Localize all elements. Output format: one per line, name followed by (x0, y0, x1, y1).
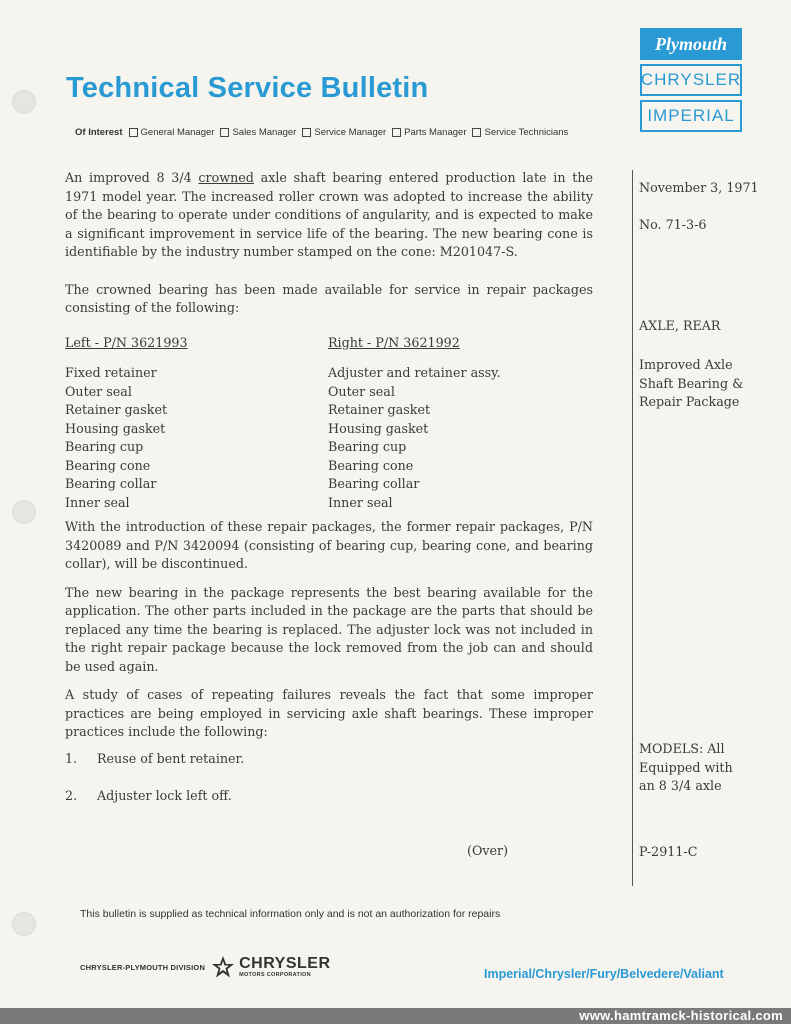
practice-number: 2. (65, 788, 78, 803)
bulletin-number: No. 71-3-6 (639, 217, 707, 232)
list-item: Inner seal (328, 494, 393, 510)
chrysler-logo: CHRYSLER (640, 64, 742, 96)
interest-service-manager: Service Manager (302, 127, 386, 138)
checkbox-icon (220, 128, 229, 137)
list-item: Retainer gasket (328, 402, 431, 417)
checkbox-icon (129, 128, 138, 137)
left-package-heading: Left - P/N 3621993 (65, 334, 188, 350)
bulletin-body (65, 169, 593, 806)
practice-text: Adjuster lock left off. (97, 788, 232, 803)
bulletin-date: November 3, 1971 (639, 180, 759, 195)
interest-service-technicians: Service Technicians (472, 127, 568, 138)
model-lines: Imperial/Chrysler/Fury/Belvedere/Valiant (484, 967, 724, 981)
practice-item-1 (65, 750, 593, 769)
practice-item-2 (65, 787, 593, 806)
list-item: Fixed retainer (65, 365, 157, 380)
of-interest-label: Of Interest (75, 127, 123, 138)
division-name: CHRYSLER-PLYMOUTH DIVISION (80, 962, 206, 972)
checkbox-icon (392, 128, 401, 137)
list-item: Adjuster and retainer assy. (328, 365, 501, 380)
list-item: Retainer gasket (65, 402, 168, 417)
practice-number: 1. (65, 750, 78, 766)
interest-sales-manager: Sales Manager (220, 127, 296, 138)
list-item: Bearing cone (65, 457, 151, 473)
punch-hole-bottom (12, 912, 36, 936)
paragraph-availability: The crowned bearing has been made available for service in repair packages consisting of the following: (65, 281, 593, 315)
crowned-underlined: crowned (198, 170, 254, 185)
plymouth-logo: Plymouth (640, 28, 742, 60)
checkbox-icon (302, 128, 311, 137)
list-item: Housing gasket (65, 420, 166, 436)
list-item: Outer seal (65, 383, 132, 399)
division-logo (80, 955, 331, 979)
parts-lists (65, 334, 593, 513)
list-item: Bearing cup (65, 439, 144, 454)
bulletin-subject: AXLE, REAR (639, 318, 721, 333)
brand-logos (640, 28, 742, 136)
list-item: Bearing cup (328, 439, 407, 454)
bulletin-description: Improved Axle Shaft Bearing & Repair Package (639, 357, 744, 409)
pentastar-icon (211, 955, 235, 979)
list-item: Bearing cone (328, 457, 414, 473)
publication-number: P-2911-C (639, 844, 698, 859)
punch-hole-middle (12, 500, 36, 524)
checkbox-icon (472, 128, 481, 137)
bulletin-title: Technical Service Bulletin (66, 72, 429, 104)
paragraph-package-description: The new bearing in the package represents the best bearing available for the application. The other parts included in the package are the parts that should be replaced any time the bearing is replaced. The adjuster lock was not included in the right repair package because the lock removed from the job can and should be used again. (65, 584, 593, 674)
corporation-name: CHRYSLER MOTORS CORPORATION (239, 954, 331, 978)
left-package-list (65, 334, 328, 513)
right-package-heading: Right - P/N 3621992 (328, 334, 460, 350)
list-item: Outer seal (328, 383, 395, 399)
disclaimer: This bulletin is supplied as technical information only and is not an authorization for repairs (80, 908, 501, 920)
punch-hole-top (12, 90, 36, 114)
over-note: (Over) (467, 843, 509, 858)
paragraph-improper-practices: A study of cases of repeating failures reveals the fact that some improper practices are being employed in servicing axle shaft bearings. These improper practices include the following: (65, 687, 593, 739)
list-item: Housing gasket (328, 420, 429, 436)
watermark-bar (0, 1008, 791, 1024)
list-item: Inner seal (65, 494, 130, 510)
interest-general-manager: General Manager (129, 127, 215, 138)
interest-parts-manager: Parts Manager (392, 127, 466, 138)
list-item: Bearing collar (65, 476, 157, 491)
list-item: Bearing collar (328, 476, 420, 491)
of-interest-row (75, 127, 574, 138)
watermark-text: www.hamtramck-historical.com (579, 1008, 783, 1023)
models-applicability: MODELS: All Equipped with an 8 3/4 axle (639, 741, 733, 793)
practice-text: Reuse of bent retainer. (97, 750, 245, 766)
paragraph-discontinued: With the introduction of these repair packages, the former repair packages, P/N 3420089 and P/N 3420094 (consisting of bearing cup, bearing cone, and bearing collar), will be discontinued. (65, 519, 593, 571)
paragraph-intro: An improved 8 3/4 crowned axle shaft bearing entered production late in the 1971 model year. The increased roller crown was adopted to increase the ability of the bearing to operate under conditions of angularity, and is expected to make a significant improvement in service life of the bearing. The new bearing cone is identifiable by the industry number stamped on the cone: M201047-S. (65, 170, 594, 259)
imperial-logo: IMPERIAL (640, 100, 742, 132)
sidebar-divider (632, 170, 633, 886)
right-package-list (328, 334, 501, 513)
